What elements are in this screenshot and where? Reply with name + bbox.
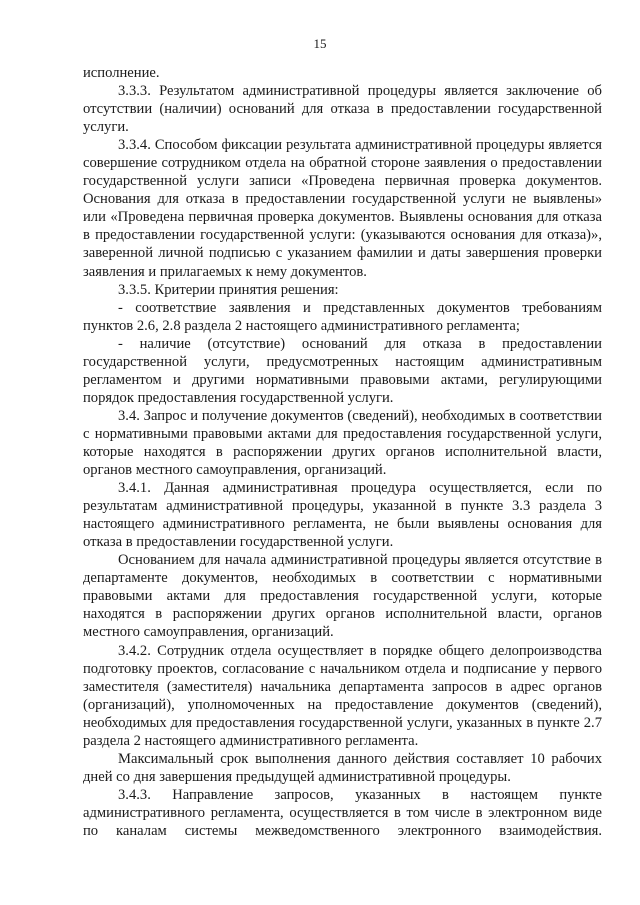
criteria-item-grounds: - наличие (отсутствие) оснований для отказа в предоставлении государственной услуги, предусмотренных настоящим административным регламентом и другими нормативными правовыми актами, регулирующими порядок предоставления государственной услуги. (83, 335, 602, 406)
document-body (83, 64, 602, 840)
paragraph-3-4: 3.4. Запрос и получение документов (сведений), необходимых в соответствии с нормативными правовыми актами для предоставления государственной услуги, которые находятся в распоряжении других органов исполнительной власти, органов местного самоуправления, организаций. (83, 407, 602, 479)
paragraph-continuation: исполнение. (83, 65, 160, 81)
paragraph-3-4-3: 3.4.3. Направление запросов, указанных в настоящем пункте административного регламента, осуществляется в том числе в электронном виде по каналам системы межведомственного электронного взаимодействия. (83, 786, 602, 839)
criteria-item-compliance: - соответствие заявления и представленных документов требованиям пунктов 2.6, 2.8 раздела 2 настоящего административного регламента; (83, 299, 602, 334)
paragraph-3-3-5: 3.3.5. Критерии принятия решения: (118, 281, 339, 298)
paragraph-3-3-4: 3.3.4. Способом фиксации результата административной процедуры является совершение сотрудником отдела на обратной стороне заявления о предоставлении государственной услуги записи «Проведена первичная проверка документов. Основания для отказа в предоставлении государственной услуги не выявлены» или «Проведена первичная проверка документов. Выявлены основания для отказа в предоставлении государственной услуги: (указываются основания для отказа)», заверенной личной подписью с указанием фамилии и даты завершения проверки заявления и прилагаемых к нему документов. (83, 137, 602, 280)
paragraph-3-4-2: 3.4.2. Сотрудник отдела осуществляет в порядке общего делопроизводства подготовку проектов, согласование с начальником отдела и подписание у первого заместителя (заместителя) начальника департамента запросов в адрес органов (организаций), уполномоченных на предоставление документов (сведений), необходимых для предоставления государственной услуги, указанных в пункте 2.7 раздела 2 настоящего административного регламента. (83, 642, 602, 749)
paragraph-basis: Основанием для начала административной процедуры является отсутствие в департаменте документов, необходимых в соответствии с нормативными правовыми актами для предоставления государственной услуги, которые находятся в распоряжении других органов исполнительной власти, органов местного самоуправления, организаций. (83, 552, 602, 641)
paragraph-max-term: Максимальный срок выполнения данного действия составляет 10 рабочих дней со дня завершения предыдущей административной процедуры. (83, 750, 602, 785)
paragraph-3-4-1: 3.4.1. Данная административная процедура осуществляется, если по результатам административной процедуры, указанной в пункте 3.3 раздела 3 настоящего административного регламента, не были выявлены основания для отказа в предоставлении государственной услуги. (83, 480, 602, 551)
page-number: 15 (313, 36, 327, 51)
paragraph-3-3-3: 3.3.3. Результатом административной процедуры является заключение об отсутствии (наличии) оснований для отказа в предоставлении государственной услуги. (83, 83, 602, 136)
